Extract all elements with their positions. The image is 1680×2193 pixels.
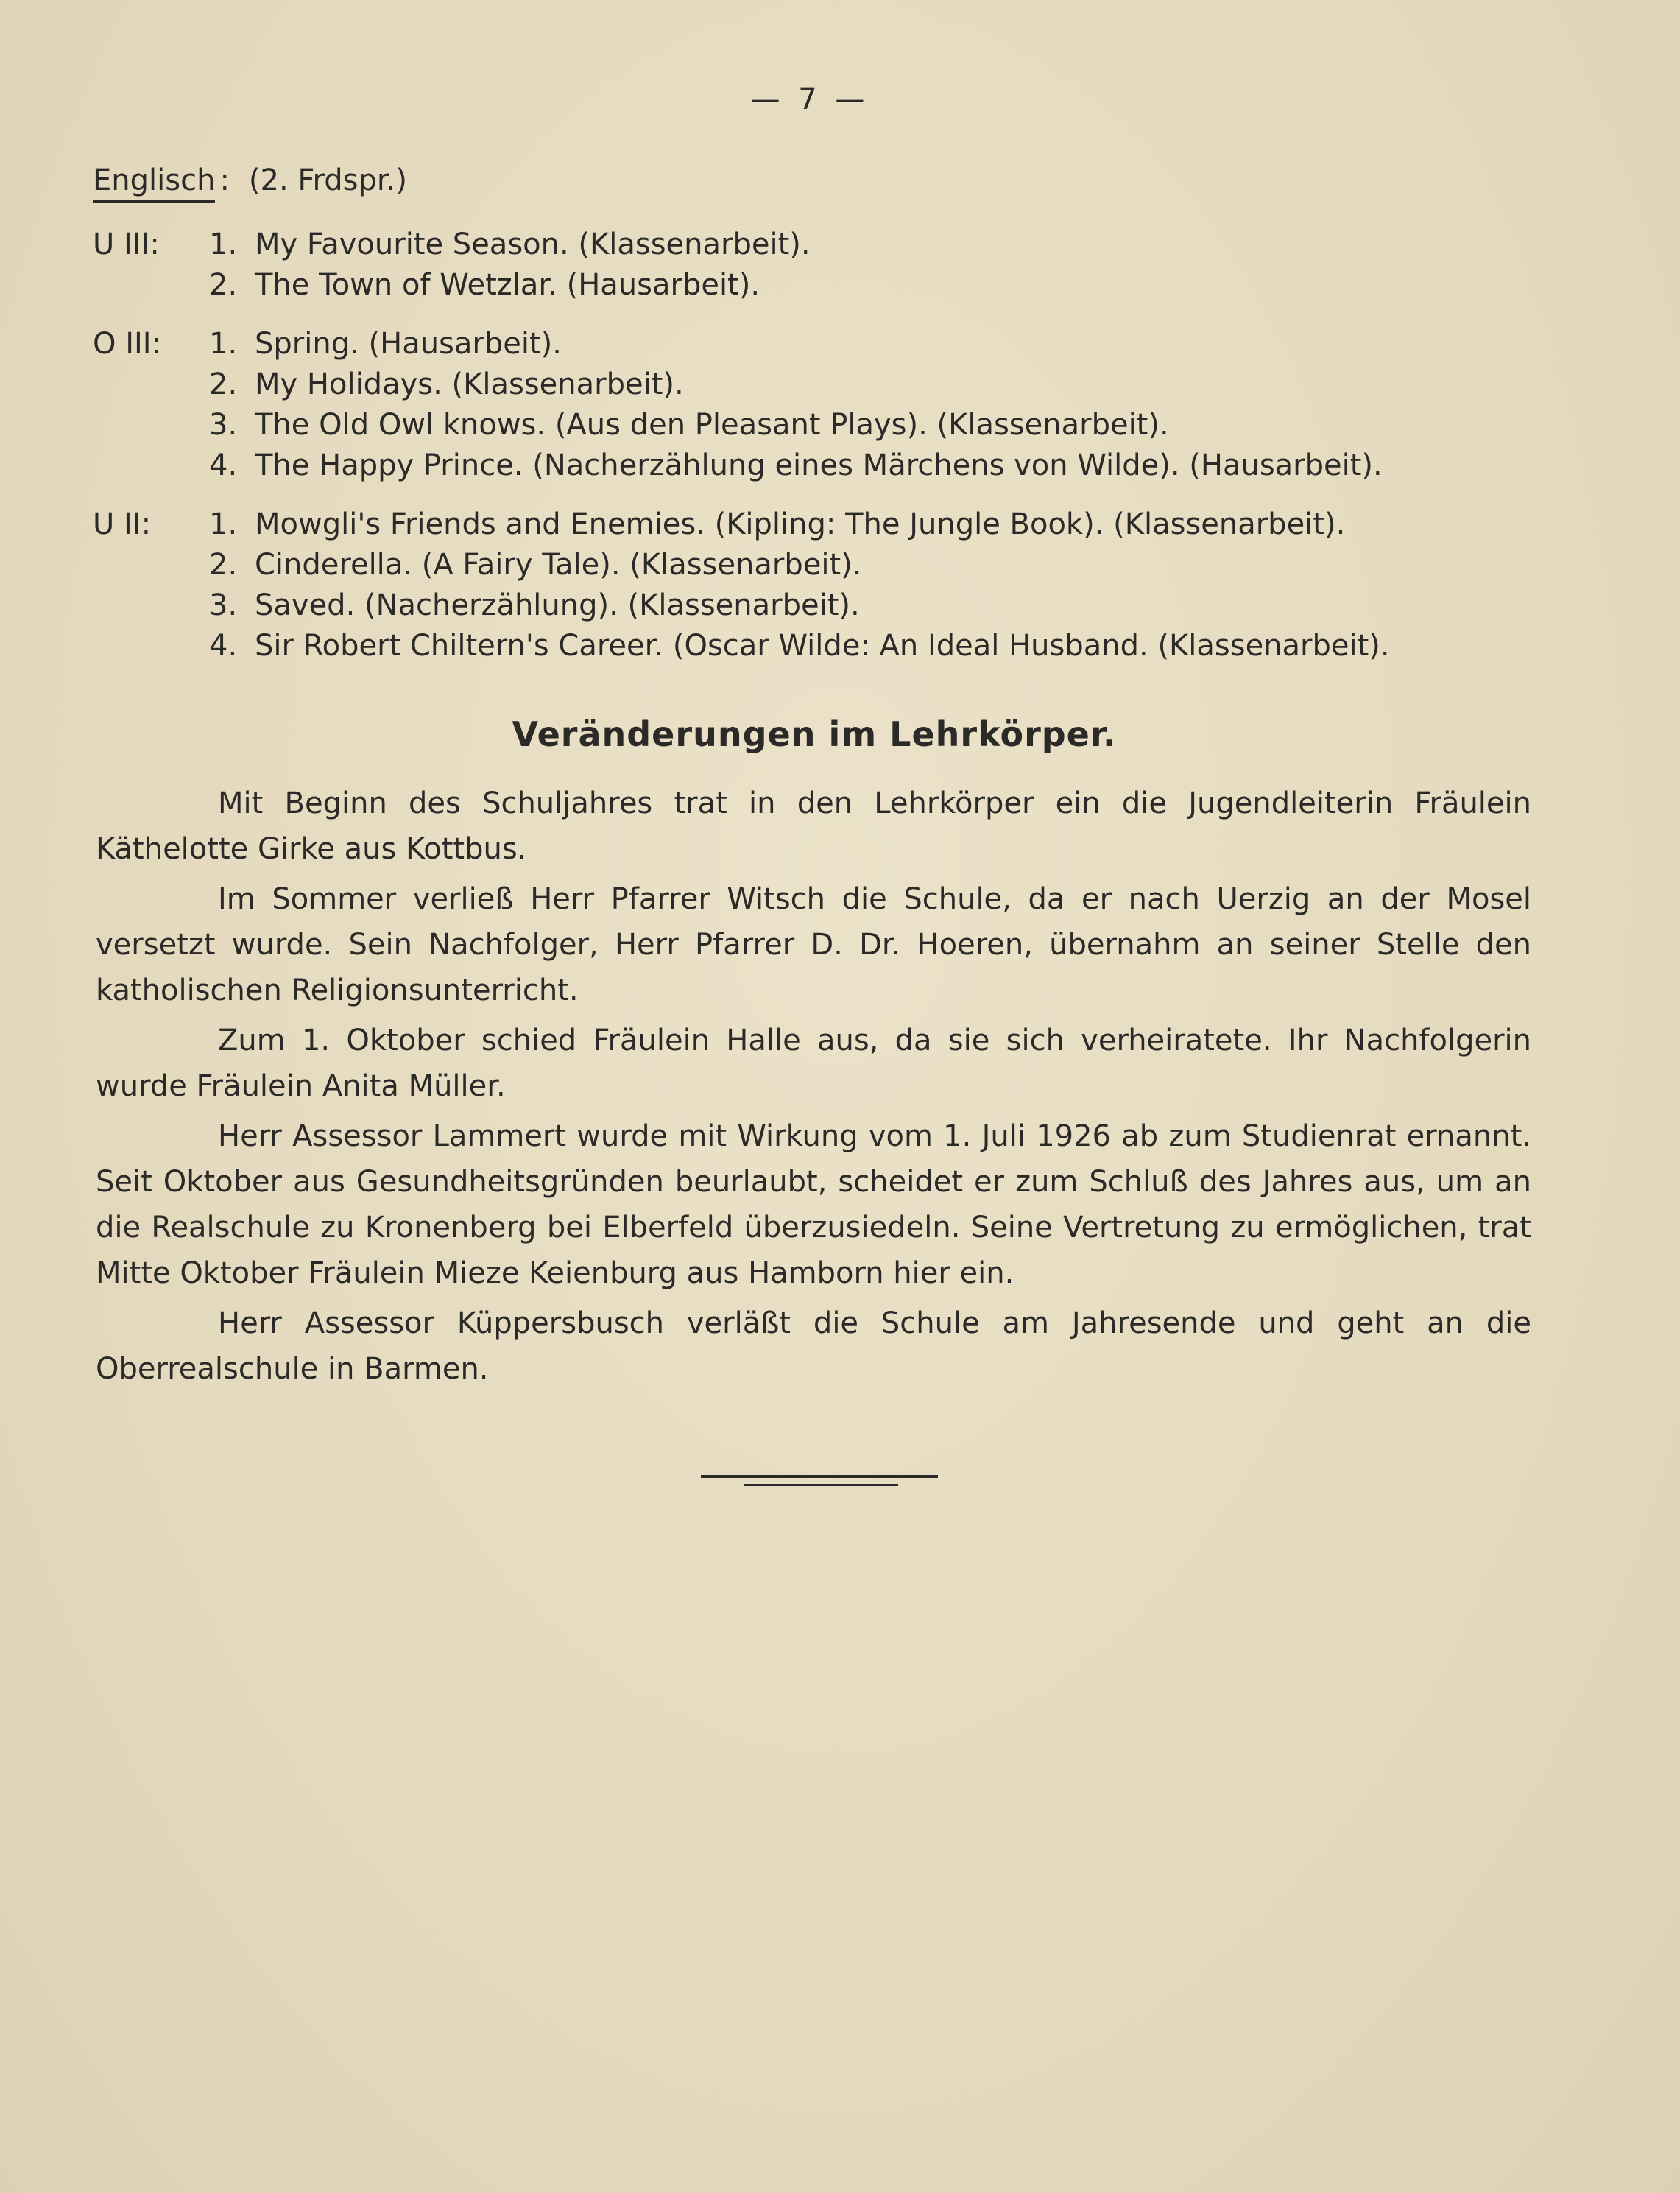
page-number: — 7 — [750, 82, 869, 116]
closing-rule-bottom [744, 1484, 898, 1486]
item-number: 2. [209, 268, 238, 302]
item-number: 2. [209, 367, 238, 401]
item-text: My Favourite Season. (Klassenarbeit). [255, 228, 811, 261]
item-text: Cinderella. (A Fairy Tale). (Klassenarbeit). [255, 548, 862, 582]
item-number: 2. [209, 548, 238, 582]
item-text: The Old Owl knows. (Aus den Pleasant Plays). (Klassenarbeit). [255, 408, 1169, 442]
essay-list [209, 504, 1390, 666]
list-item [209, 504, 1390, 545]
body-text [96, 781, 1531, 1392]
list-item [209, 365, 1383, 405]
item-number: 1. [209, 327, 238, 361]
item-text: Sir Robert Chiltern's Career. (Oscar Wilde: An Ideal Husband. (Klassenarbeit). [255, 629, 1390, 663]
paragraph: Herr Assessor Küppersbusch verläßt die Schule am Jahresende und geht an die Oberrealschule in Barmen. [96, 1306, 1531, 1386]
item-text: Mowgli's Friends and Enemies. (Kipling: The Jungle Book). (Klassenarbeit). [255, 507, 1346, 541]
item-number: 1. [209, 228, 238, 261]
paragraph: Im Sommer verließ Herr Pfarrer Witsch die Schule, da er nach Uerzig an der Mosel versetzt wurde. Sein Nachfolger, Herr Pfarrer D. Dr. Hoeren, übernahm an seiner Stelle den katholischen Religionsunterricht. [96, 882, 1531, 1007]
list-item [209, 225, 811, 265]
item-text: The Happy Prince. (Nacherzählung eines Märchens von Wilde). (Hausarbeit). [255, 448, 1383, 482]
list-item [209, 324, 1383, 365]
item-text: The Town of Wetzlar. (Hausarbeit). [255, 268, 760, 302]
section-heading: Veränderungen im Lehrkörper. [512, 714, 1117, 754]
item-text: My Holidays. (Klassenarbeit). [255, 367, 684, 401]
item-number: 4. [209, 448, 238, 482]
subject-colon: : [219, 163, 230, 197]
item-number: 4. [209, 629, 238, 663]
item-number: 3. [209, 408, 238, 442]
list-item [209, 626, 1390, 666]
item-number: 1. [209, 507, 238, 541]
item-text: Saved. (Nacherzählung). (Klassenarbeit). [255, 588, 860, 622]
class-label: O III: [93, 327, 162, 361]
paragraph: Zum 1. Oktober schied Fräulein Halle aus, da sie sich verheiratete. Ihr Nachfolgerin wurde Fräulein Anita Müller. [96, 1024, 1531, 1103]
list-item [209, 446, 1383, 486]
list-item [209, 265, 811, 306]
item-number: 3. [209, 588, 238, 622]
class-label: U II: [93, 507, 152, 541]
subject-name: Englisch [93, 163, 215, 203]
paragraph: Mit Beginn des Schuljahres trat in den Lehrkörper ein die Jugendleiterin Fräulein Käthelotte Girke aus Kottbus. [96, 786, 1531, 866]
list-item [209, 545, 1390, 585]
class-label: U III: [93, 228, 160, 261]
subject-note: (2. Frdspr.) [248, 163, 407, 197]
list-item [209, 405, 1383, 446]
closing-rule-top [701, 1475, 938, 1478]
item-text: Spring. (Hausarbeit). [255, 327, 562, 361]
list-item [209, 585, 1390, 626]
essay-list [209, 324, 1383, 486]
subject-header [93, 163, 407, 197]
essay-list [209, 225, 811, 306]
paragraph: Herr Assessor Lammert wurde mit Wirkung vom 1. Juli 1926 ab zum Studienrat ernannt. Seit Oktober aus Gesundheitsgründen beurlaubt, scheidet er zum Schluß des Jahres aus, um an die Realschule zu Kronenberg bei Elberfeld überzusiedeln. Seine Vertretung zu ermöglichen, trat Mitte Oktober Fräulein Mieze Keienburg aus Hamborn hier ein. [96, 1119, 1531, 1290]
